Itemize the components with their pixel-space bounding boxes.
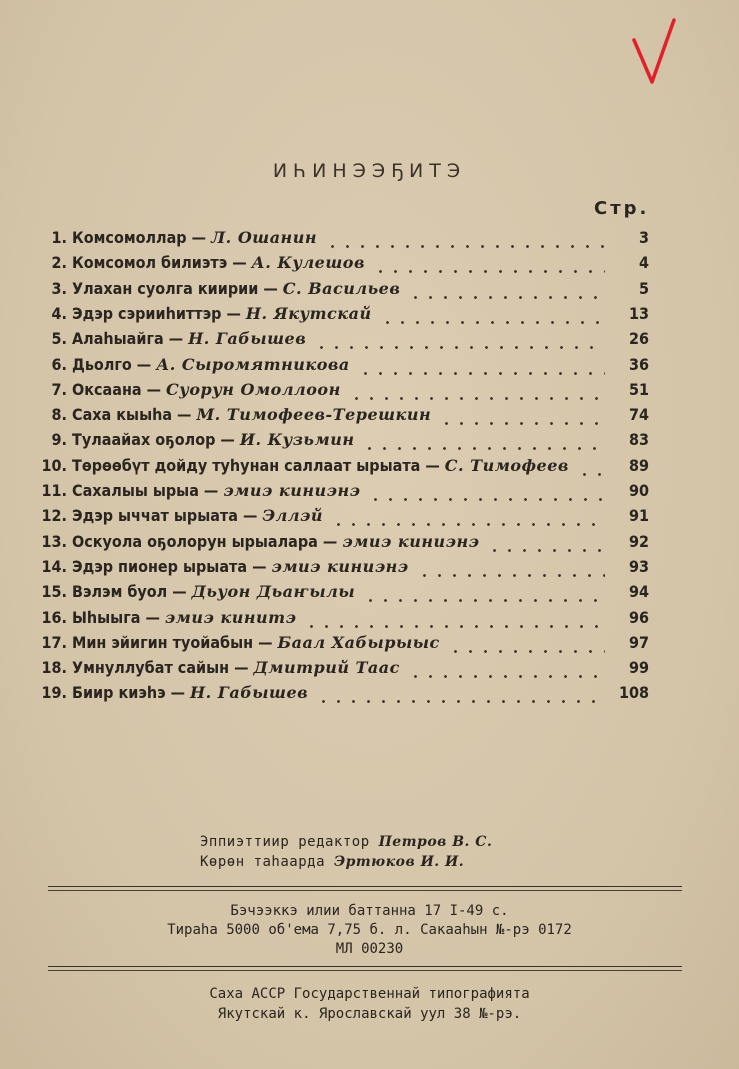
toc-entry-page: 96 bbox=[628, 607, 649, 627]
toc-entry bbox=[0, 355, 739, 379]
toc-entry-title bbox=[72, 405, 431, 424]
toc-entry-title bbox=[72, 380, 341, 399]
toc-entry bbox=[0, 683, 739, 707]
toc-entry bbox=[0, 279, 739, 303]
dot-leader bbox=[316, 700, 605, 703]
toc-entry-page: 3 bbox=[638, 228, 649, 247]
toc-entry-title bbox=[72, 506, 323, 525]
toc-entry-page: 26 bbox=[628, 329, 649, 349]
dot-leader bbox=[408, 296, 605, 299]
toc-entry bbox=[0, 481, 739, 505]
toc-entry-title bbox=[72, 253, 365, 272]
toc-entry-title bbox=[72, 430, 354, 449]
divider bbox=[48, 970, 682, 971]
dot-leader bbox=[408, 675, 605, 678]
proof-label: Көрөн таһаарда bbox=[200, 854, 334, 870]
toc-entry bbox=[0, 380, 739, 404]
toc-entry-text: Комсомоллар — bbox=[72, 228, 212, 247]
toc-entry-text: Мин эйигин туойабын — bbox=[72, 632, 278, 652]
toc-entry-number: 14. bbox=[41, 556, 67, 576]
toc-entry-page: 97 bbox=[628, 632, 649, 652]
toc-entry-author: эмиэ киниэнэ bbox=[271, 556, 409, 576]
toc-entry bbox=[0, 329, 739, 353]
toc-entry-text: Алаһыайга — bbox=[72, 329, 189, 349]
dot-leader bbox=[368, 498, 605, 501]
toc-entry-number: 9. bbox=[51, 430, 67, 450]
toc-entry bbox=[0, 304, 739, 328]
toc-entry-author: Суорун Омоллоон bbox=[166, 379, 341, 399]
toc-entry-title bbox=[72, 228, 317, 247]
toc-entry-number: 2. bbox=[51, 253, 67, 273]
toc-entry-title bbox=[72, 658, 400, 677]
toc-entry bbox=[0, 582, 739, 606]
toc-entry-author: Л. Ошанин bbox=[211, 228, 318, 247]
toc-entry-title bbox=[72, 608, 296, 627]
dot-leader bbox=[304, 625, 605, 628]
toc-entry-author: А. Сыромятникова bbox=[156, 354, 350, 374]
toc-entry bbox=[0, 430, 739, 454]
toc-entry-author: эмиэ кинитэ bbox=[164, 607, 297, 627]
printer-info bbox=[0, 984, 739, 1024]
toc-entry-number: 5. bbox=[51, 329, 67, 349]
toc-entry-page: 51 bbox=[628, 379, 649, 399]
toc-entry-author: С. Тимофеев bbox=[444, 455, 569, 475]
toc-entry-author: Н. Якутскай bbox=[245, 303, 372, 323]
toc-entry-number: 18. bbox=[41, 658, 67, 678]
toc-entry-page: 36 bbox=[628, 354, 649, 374]
toc-entry-number: 8. bbox=[51, 405, 67, 425]
printer-line: Якутскай к. Ярославскай уул 38 №-рэ. bbox=[217, 1006, 522, 1022]
toc-entry-page: 13 bbox=[628, 303, 649, 323]
toc-entry-text: Биир киэһэ — bbox=[72, 683, 191, 703]
toc-entry bbox=[0, 506, 739, 530]
toc-entry-page: 83 bbox=[628, 430, 649, 450]
toc-entry-author: Н. Габышев bbox=[188, 329, 307, 349]
dot-leader bbox=[373, 270, 605, 273]
toc-entry-author: С. Васильев bbox=[282, 278, 401, 298]
toc-entry-title bbox=[72, 582, 355, 601]
printer-line: Саха АССР Государственнай типографията bbox=[209, 986, 530, 1002]
toc-entry-text: Тулаайах оҕолор — bbox=[72, 430, 240, 450]
toc-entry-text: Эдэр сэрииһиттэр — bbox=[72, 303, 246, 323]
dot-leader bbox=[380, 321, 605, 324]
toc-entry-page: 92 bbox=[628, 531, 649, 551]
dot-leader bbox=[325, 245, 605, 248]
toc-entry-text: Умнуллубат сайын — bbox=[72, 658, 254, 678]
dot-leader bbox=[487, 549, 605, 552]
page-column-label: Стр. bbox=[594, 198, 650, 219]
toc-entry bbox=[0, 405, 739, 429]
toc-entry-author: А. Кулешов bbox=[251, 253, 365, 273]
divider bbox=[48, 886, 682, 887]
toc-entry-number: 12. bbox=[41, 506, 67, 526]
toc-entry-number: 17. bbox=[41, 632, 67, 652]
toc-entry-title bbox=[72, 633, 440, 652]
dot-leader bbox=[363, 599, 605, 602]
toc-entry-author: М. Тимофеев-Терешкин bbox=[196, 405, 432, 425]
toc-entry-page: 93 bbox=[628, 556, 649, 576]
toc-entry-text: Эдэр пионер ырыата — bbox=[72, 556, 272, 576]
toc-entry-text: Дьолго — bbox=[72, 354, 157, 374]
divider bbox=[48, 890, 682, 891]
toc-entry-number: 7. bbox=[51, 379, 67, 399]
proof-name: Эртюков И. И. bbox=[333, 854, 465, 870]
toc-entry-text: Оскуола оҕолорун ырыалара — bbox=[72, 531, 343, 551]
toc-entry-page: 89 bbox=[628, 455, 649, 475]
toc-entry-author: эмиэ киниэнэ bbox=[342, 531, 480, 551]
toc-entry-text: Улахан суолга киирии — bbox=[72, 278, 283, 298]
toc-entry-author: Баал Хабырыыс bbox=[277, 632, 440, 652]
dot-leader bbox=[349, 397, 605, 400]
toc-entry bbox=[0, 557, 739, 581]
toc-entry-page: 91 bbox=[628, 506, 649, 526]
dot-leader bbox=[439, 422, 605, 425]
imprint-line: Бэчээккэ илии баттанна 17 І-49 с. bbox=[230, 903, 509, 919]
toc-entry-page: 5 bbox=[638, 278, 649, 298]
toc-entry-author: Дмитрий Таас bbox=[253, 658, 400, 678]
toc-entry bbox=[0, 456, 739, 480]
toc-entry-text: Оксаана — bbox=[72, 379, 167, 399]
toc-entry-number: 13. bbox=[41, 531, 67, 551]
toc-entry-author: И. Кузьмин bbox=[239, 430, 355, 450]
toc-entry-text: Төрөөбүт дойду туһунан саллаат ырыата — bbox=[72, 455, 445, 475]
toc-entry-text: Ыһыыга — bbox=[72, 607, 165, 627]
toc-entry-title bbox=[72, 557, 409, 576]
toc-entry-title bbox=[72, 532, 479, 551]
toc-entry-page: 74 bbox=[628, 405, 649, 425]
toc-entry-title bbox=[72, 355, 350, 374]
toc-entry-page: 99 bbox=[628, 658, 649, 678]
dot-leader bbox=[417, 574, 605, 577]
toc-entry-author: эмиэ киниэнэ bbox=[223, 481, 361, 500]
toc-entry-number: 19. bbox=[41, 683, 67, 703]
toc-entry bbox=[0, 633, 739, 657]
toc-entry-author: Эллэй bbox=[262, 506, 323, 526]
toc-entry-page: 108 bbox=[618, 683, 649, 703]
toc-entry-number: 11. bbox=[41, 481, 67, 500]
divider bbox=[48, 966, 682, 967]
dot-leader bbox=[314, 346, 605, 349]
toc-entry-title bbox=[72, 456, 569, 475]
toc-entry-page: 4 bbox=[638, 253, 649, 273]
toc-entry-title bbox=[72, 683, 308, 702]
toc-entry-page: 90 bbox=[628, 481, 649, 500]
toc-entry bbox=[0, 658, 739, 682]
dot-leader bbox=[358, 372, 605, 375]
toc-entry-text: Комсомол билиэтэ — bbox=[72, 253, 252, 273]
toc-entry-text: Саха кыыһа — bbox=[72, 405, 197, 425]
toc-entry-title bbox=[72, 481, 360, 500]
toc-entry-title bbox=[72, 279, 400, 298]
red-checkmark-icon bbox=[630, 18, 678, 86]
dot-leader bbox=[448, 650, 605, 653]
toc-entry bbox=[0, 532, 739, 556]
toc-entry-author: Н. Габышев bbox=[190, 683, 309, 703]
toc-entry-text: Сахалыы ырыа — bbox=[72, 481, 224, 500]
toc-entry-text: Вэлэм буол — bbox=[72, 582, 192, 602]
credits bbox=[200, 832, 492, 872]
toc-entry-page: 94 bbox=[628, 582, 649, 602]
dot-leader bbox=[362, 447, 605, 450]
editor-name: Петров В. С. bbox=[378, 834, 493, 850]
imprint bbox=[0, 902, 739, 959]
toc-entry-text: Эдэр ыччат ырыата — bbox=[72, 506, 263, 526]
toc-entry bbox=[0, 608, 739, 632]
toc-entry-number: 15. bbox=[41, 582, 67, 602]
toc-entry-number: 16. bbox=[41, 607, 67, 627]
dot-leader bbox=[577, 473, 605, 476]
editor-label: Эппиэттиир редактор bbox=[200, 834, 379, 850]
imprint-line: Тираһа 5000 об'ема 7,75 б. л. Сакааһын №-рэ 0172 bbox=[167, 922, 572, 938]
toc-entry-number: 3. bbox=[51, 278, 67, 298]
toc-entry bbox=[0, 253, 739, 277]
toc-entry-title bbox=[72, 304, 372, 323]
toc-entry-author: Дьуон Дьаҥылы bbox=[191, 582, 356, 602]
imprint-line: МЛ 00230 bbox=[335, 941, 404, 957]
toc-entry-number: 1. bbox=[51, 228, 67, 247]
toc-entry bbox=[0, 228, 739, 252]
toc-entry-title bbox=[72, 329, 306, 348]
page-title: ИҺИНЭЭҔИТЭ bbox=[272, 160, 467, 182]
toc-entry-number: 10. bbox=[41, 455, 67, 475]
toc-entry-number: 6. bbox=[51, 354, 67, 374]
toc-entry-number: 4. bbox=[51, 303, 67, 323]
dot-leader bbox=[331, 523, 605, 526]
